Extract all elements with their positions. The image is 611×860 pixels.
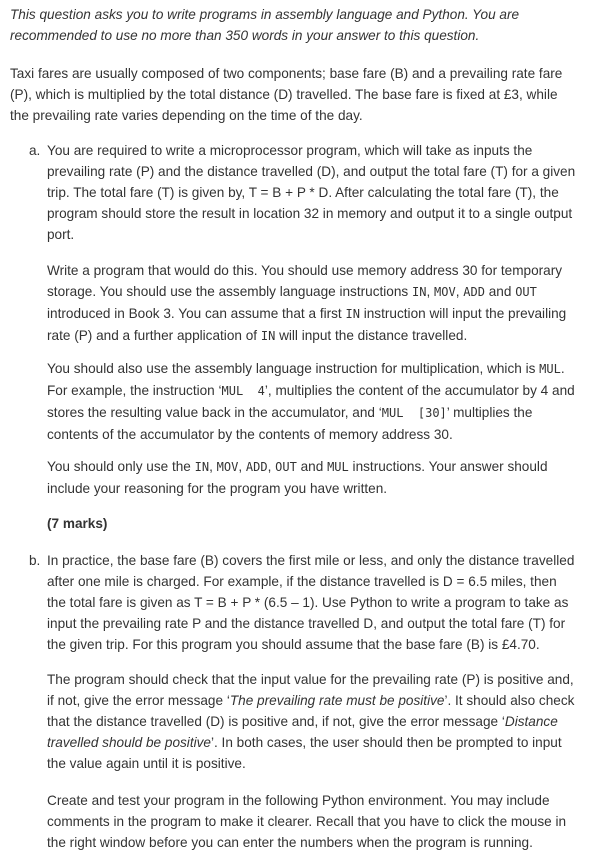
text-line: port.: [47, 227, 75, 242]
code-in: IN: [412, 285, 427, 299]
text-line: prevailing rate (P) and the distance travelled (D), and output the total fare (T) for a given: [47, 164, 576, 179]
text-line: In practice, the base fare (B) covers the first mile or less, and only the distance travelled: [47, 553, 575, 568]
context-line: the prevailing rate varies depending on the time of the day.: [10, 108, 363, 123]
error-message-rate: The prevailing rate must be positive: [229, 693, 445, 708]
text-span: will input the distance travelled.: [275, 328, 468, 343]
text-line: [47, 456, 593, 478]
code-mul: MUL: [327, 460, 349, 474]
text-line: Create and test your program in the following Python environment. You may include: [47, 793, 550, 808]
text-span: if not, give the error message ‘: [47, 693, 230, 708]
text-line: input the prevailing rate P and the distance travelled D, and output the total fare (T) for: [47, 616, 566, 631]
context-line: (P), which is multiplied by the total distance (D) travelled. The base fare is fixed at £3, while: [10, 87, 558, 102]
text-line: You are required to write a microprocessor program, which will take as inputs the: [47, 143, 533, 158]
text-line: [47, 690, 593, 711]
text-line: [47, 358, 593, 380]
text-span: For example, the instruction ‘: [47, 383, 222, 398]
code-in: IN: [345, 307, 360, 321]
error-message-distance: Distance: [504, 714, 558, 729]
text-line: The program should check that the input value for the prevailing rate (P) is positive and,: [47, 672, 574, 687]
text-span: You should only use the: [47, 459, 195, 474]
text-span: instruction will input the prevailing: [359, 306, 567, 321]
text-line: [47, 711, 593, 732]
text-span: ,: [267, 459, 276, 474]
text-span: and: [484, 284, 516, 299]
part-a-marker: a.: [29, 143, 41, 158]
text-line: program should store the result in location 32 in memory and output it to a single output: [47, 206, 573, 221]
text-span: that the distance travelled (D) is positive and, if not, give the error message ‘: [47, 714, 505, 729]
text-span: rate (P) and a further application of: [47, 328, 261, 343]
code-add: ADD: [463, 285, 485, 299]
text-line: the total fare is given as T = B + P * (6.5 – 1). Use Python to write a program to take as: [47, 595, 569, 610]
part-b-marker: b.: [29, 553, 41, 568]
code-out: OUT: [515, 285, 537, 299]
part-a-paragraph-4: [47, 456, 593, 499]
part-b-paragraph-2: [47, 669, 593, 774]
text-span: ,: [209, 459, 217, 474]
text-span: You should also use the assembly language instruction for multiplication, which is: [47, 361, 540, 376]
code-in: IN: [260, 329, 276, 343]
context-line: Taxi fares are usually composed of two components; base fare (B) and a prevailing rate fare: [10, 66, 563, 81]
text-line: the given trip. For this program you should assume that the base fare (B) is £4.70.: [47, 637, 540, 652]
intro-line: This question asks you to write programs in assembly language and Python. You are: [10, 7, 520, 22]
text-line: [47, 281, 593, 303]
code-mul: MUL: [539, 362, 561, 376]
text-line: [47, 325, 593, 347]
text-span: stores the resulting value back in the accumulator, and ‘: [47, 405, 382, 420]
code-mul-30: MUL [30]: [381, 406, 447, 420]
part-a-paragraph-2: [47, 260, 593, 347]
text-span: and: [296, 459, 328, 474]
part-b-paragraph-1: [47, 550, 593, 655]
context-paragraph: [10, 63, 600, 126]
intro-paragraph: [10, 4, 600, 46]
text-line: include your reasoning for the program you have written.: [47, 481, 388, 496]
error-message-distance: travelled should be positive: [47, 735, 211, 750]
text-line: comments in the program to make it clearer. Recall that you have to click the mouse in: [47, 814, 567, 829]
code-mov: MOV: [434, 285, 456, 299]
text-line: after one mile is charged. For example, if the distance travelled is D = 6.5 miles, then: [47, 574, 557, 589]
text-line: contents of the accumulator by the contents of memory address 30.: [47, 427, 453, 442]
part-a-marks: (7 marks): [47, 516, 108, 531]
text-line: the right window before you can enter the numbers when the program is running.: [47, 835, 533, 850]
text-line: [47, 402, 593, 424]
text-line: [47, 303, 593, 325]
code-add: ADD: [245, 460, 268, 474]
text-line: trip. The total fare (T) is given by, T = B + P * D. After calculating the total fare (T), the: [47, 185, 559, 200]
code-mov: MOV: [216, 460, 239, 474]
part-a-paragraph-1: [47, 140, 593, 245]
text-line: Write a program that would do this. You should use memory address 30 for temporary: [47, 263, 563, 278]
text-span: storage. You should use the assembly language instructions: [47, 284, 413, 299]
text-span: ’ multiplies the: [446, 405, 533, 420]
text-span: ’. It should also check: [444, 693, 575, 708]
text-span: introduced in Book 3. You can assume that a first: [47, 306, 346, 321]
text-span: ,: [426, 284, 435, 299]
code-in: IN: [194, 460, 210, 474]
text-span: .: [560, 361, 565, 376]
part-a-paragraph-3: [47, 358, 593, 445]
text-span: instructions. Your answer should: [348, 459, 548, 474]
part-b-paragraph-3: [47, 790, 593, 853]
text-span: ’, multiplies the content of the accumulator by 4 and: [264, 383, 575, 398]
text-line: [47, 732, 593, 753]
text-line: the value again until it is positive.: [47, 756, 246, 771]
text-span: ’. In both cases, the user should then be prompted to input: [210, 735, 562, 750]
text-span: ,: [455, 284, 464, 299]
intro-line: recommended to use no more than 350 words in your answer to this question.: [10, 28, 480, 43]
text-span: ,: [238, 459, 246, 474]
code-mul-4: MUL 4: [221, 384, 265, 398]
text-line: [47, 380, 593, 402]
code-out: OUT: [275, 460, 297, 474]
